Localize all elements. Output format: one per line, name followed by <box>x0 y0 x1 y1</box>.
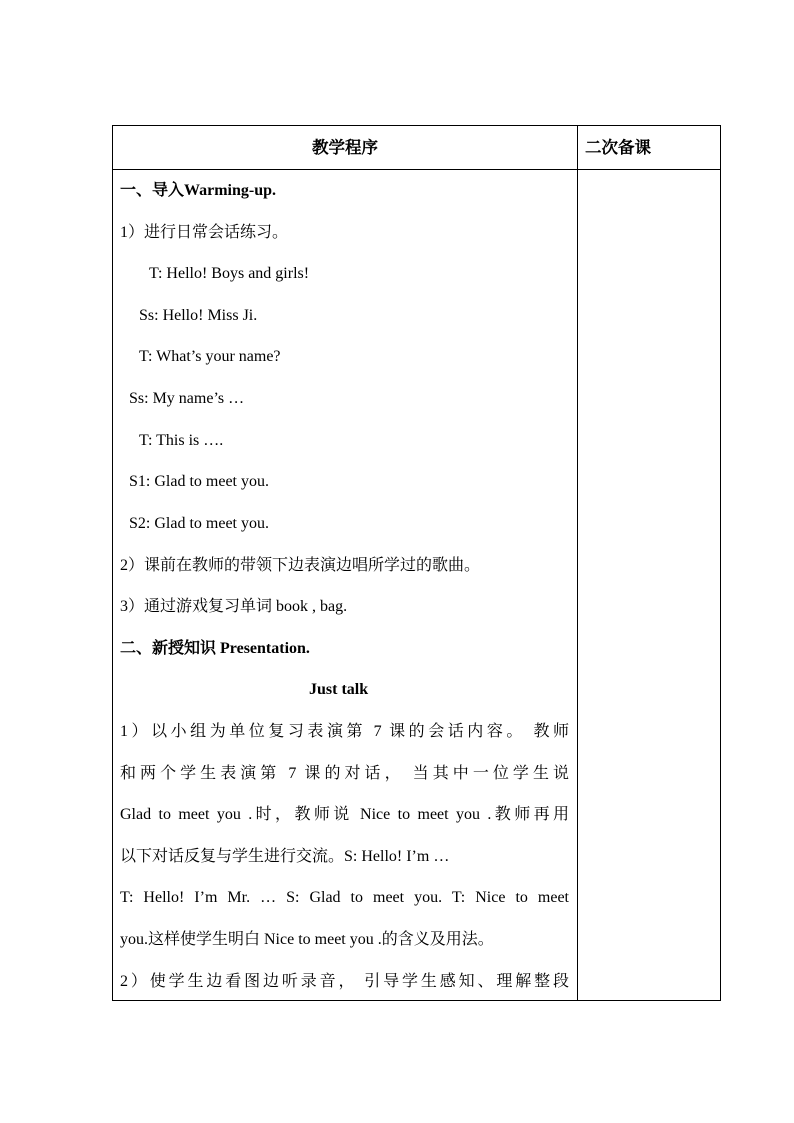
content-line: 1）以小组为单位复习表演第 7 课的会话内容。 教师 <box>120 723 569 740</box>
content-line: T: Hello! I’m Mr. … S: Glad to meet you. T: Nice to meet <box>120 889 569 906</box>
content-line: 以下对话反复与学生进行交流。S: Hello! I’m … <box>120 848 450 865</box>
subsection-just-talk: Just talk <box>309 681 369 698</box>
dialogue-line: S2: Glad to meet you. <box>129 515 269 532</box>
dialogue-line: T: This is …. <box>139 432 224 449</box>
header-divider <box>113 169 720 170</box>
header-teaching-procedure: 教学程序 <box>312 138 378 157</box>
dialogue-line: T: What’s your name? <box>139 348 281 365</box>
section-presentation-heading: 二、新授知识 Presentation. <box>120 640 310 657</box>
dialogue-line: T: Hello! Boys and girls! <box>149 265 310 282</box>
dialogue-line: S1: Glad to meet you. <box>129 473 269 490</box>
header-secondary-prep: 二次备课 <box>585 138 651 157</box>
content-line: you.这样使学生明白 Nice to meet you .的含义及用法。 <box>120 931 494 948</box>
column-divider <box>577 126 578 1000</box>
content-line: Glad to meet you .时，教师说 Nice to meet you .教师再用 <box>120 806 569 823</box>
dialogue-line: Ss: My name’s … <box>129 390 245 407</box>
content-line: 2）使学生边看图边听录音， 引导学生感知、理解整段 <box>120 973 569 990</box>
content-line: 2）课前在教师的带领下边表演边唱所学过的歌曲。 <box>120 557 481 574</box>
section-warming-up-heading: 一、导入Warming-up. <box>120 182 277 199</box>
content-line: 1）进行日常会话练习。 <box>120 224 289 241</box>
lesson-plan-table <box>112 125 721 1001</box>
content-line: 和两个学生表演第 7 课的对话， 当其中一位学生说 <box>120 765 569 782</box>
content-line: 3）通过游戏复习单词 book , bag. <box>120 598 348 615</box>
dialogue-line: Ss: Hello! Miss Ji. <box>139 307 258 324</box>
